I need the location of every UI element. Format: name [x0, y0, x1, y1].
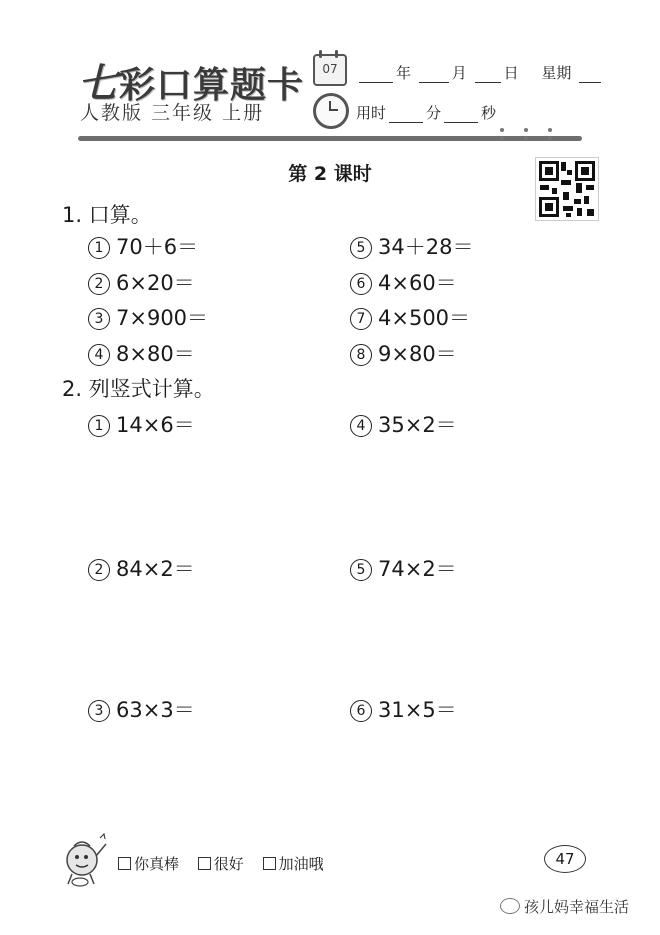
- seconds-blank[interactable]: [444, 108, 478, 123]
- checkbox[interactable]: [263, 857, 276, 870]
- section-1-title: 1. 口算。: [62, 203, 152, 227]
- clock-icon: [313, 93, 349, 129]
- vertical-calc-item: 1 14×6＝: [88, 409, 195, 439]
- date-fields: 年 月 日 星期: [356, 62, 604, 83]
- lesson-title: 第 2 课时: [288, 163, 372, 185]
- rule-decoration: [500, 128, 504, 148]
- oral-item: 2 6×20＝: [88, 267, 195, 297]
- oral-item: 1 70＋6＝: [88, 231, 198, 261]
- section-2-title: 2. 列竖式计算。: [62, 377, 215, 401]
- watermark: 孩儿妈幸福生活: [500, 896, 629, 917]
- calendar-icon: 07: [313, 54, 347, 86]
- month-blank[interactable]: [419, 68, 449, 83]
- vertical-calc-item: 6 31×5＝: [350, 694, 457, 724]
- oral-item: 3 7×900＝: [88, 302, 208, 332]
- vertical-calc-item: 2 84×2＝: [88, 553, 195, 583]
- oral-item: 4 8×80＝: [88, 338, 195, 368]
- header-rule: [78, 136, 582, 141]
- rating-checkboxes: [118, 853, 338, 874]
- checkbox[interactable]: [118, 857, 131, 870]
- vertical-calc-item: 4 35×2＝: [350, 409, 457, 439]
- vertical-calc-item: 5 74×2＝: [350, 553, 457, 583]
- minutes-blank[interactable]: [389, 108, 423, 123]
- checkbox[interactable]: [198, 857, 211, 870]
- qr-code[interactable]: [535, 157, 599, 221]
- edition-label: 人教版 三年级 上册: [80, 102, 265, 124]
- oral-item: 8 9×80＝: [350, 338, 457, 368]
- oral-item: 6 4×60＝: [350, 267, 457, 297]
- mascot-illustration: [60, 830, 112, 888]
- rule-decoration: [524, 128, 528, 148]
- vertical-calc-item: 3 63×3＝: [88, 694, 195, 724]
- wechat-icon: [500, 898, 520, 914]
- weekday-blank[interactable]: [579, 68, 601, 83]
- rule-decoration: [548, 128, 552, 148]
- time-fields: 用时 分 秒: [356, 104, 497, 122]
- rating-option[interactable]: 很好: [198, 855, 244, 873]
- rating-option[interactable]: 你真棒: [118, 855, 179, 873]
- brand-title: 七彩口算题卡: [78, 60, 305, 107]
- oral-item: 7 4×500＝: [350, 302, 470, 332]
- day-blank[interactable]: [475, 68, 501, 83]
- oral-item: 5 34＋28＝: [350, 231, 473, 261]
- year-blank[interactable]: [359, 68, 393, 83]
- rating-option[interactable]: 加油哦: [263, 855, 324, 873]
- page-number: 47: [544, 845, 586, 873]
